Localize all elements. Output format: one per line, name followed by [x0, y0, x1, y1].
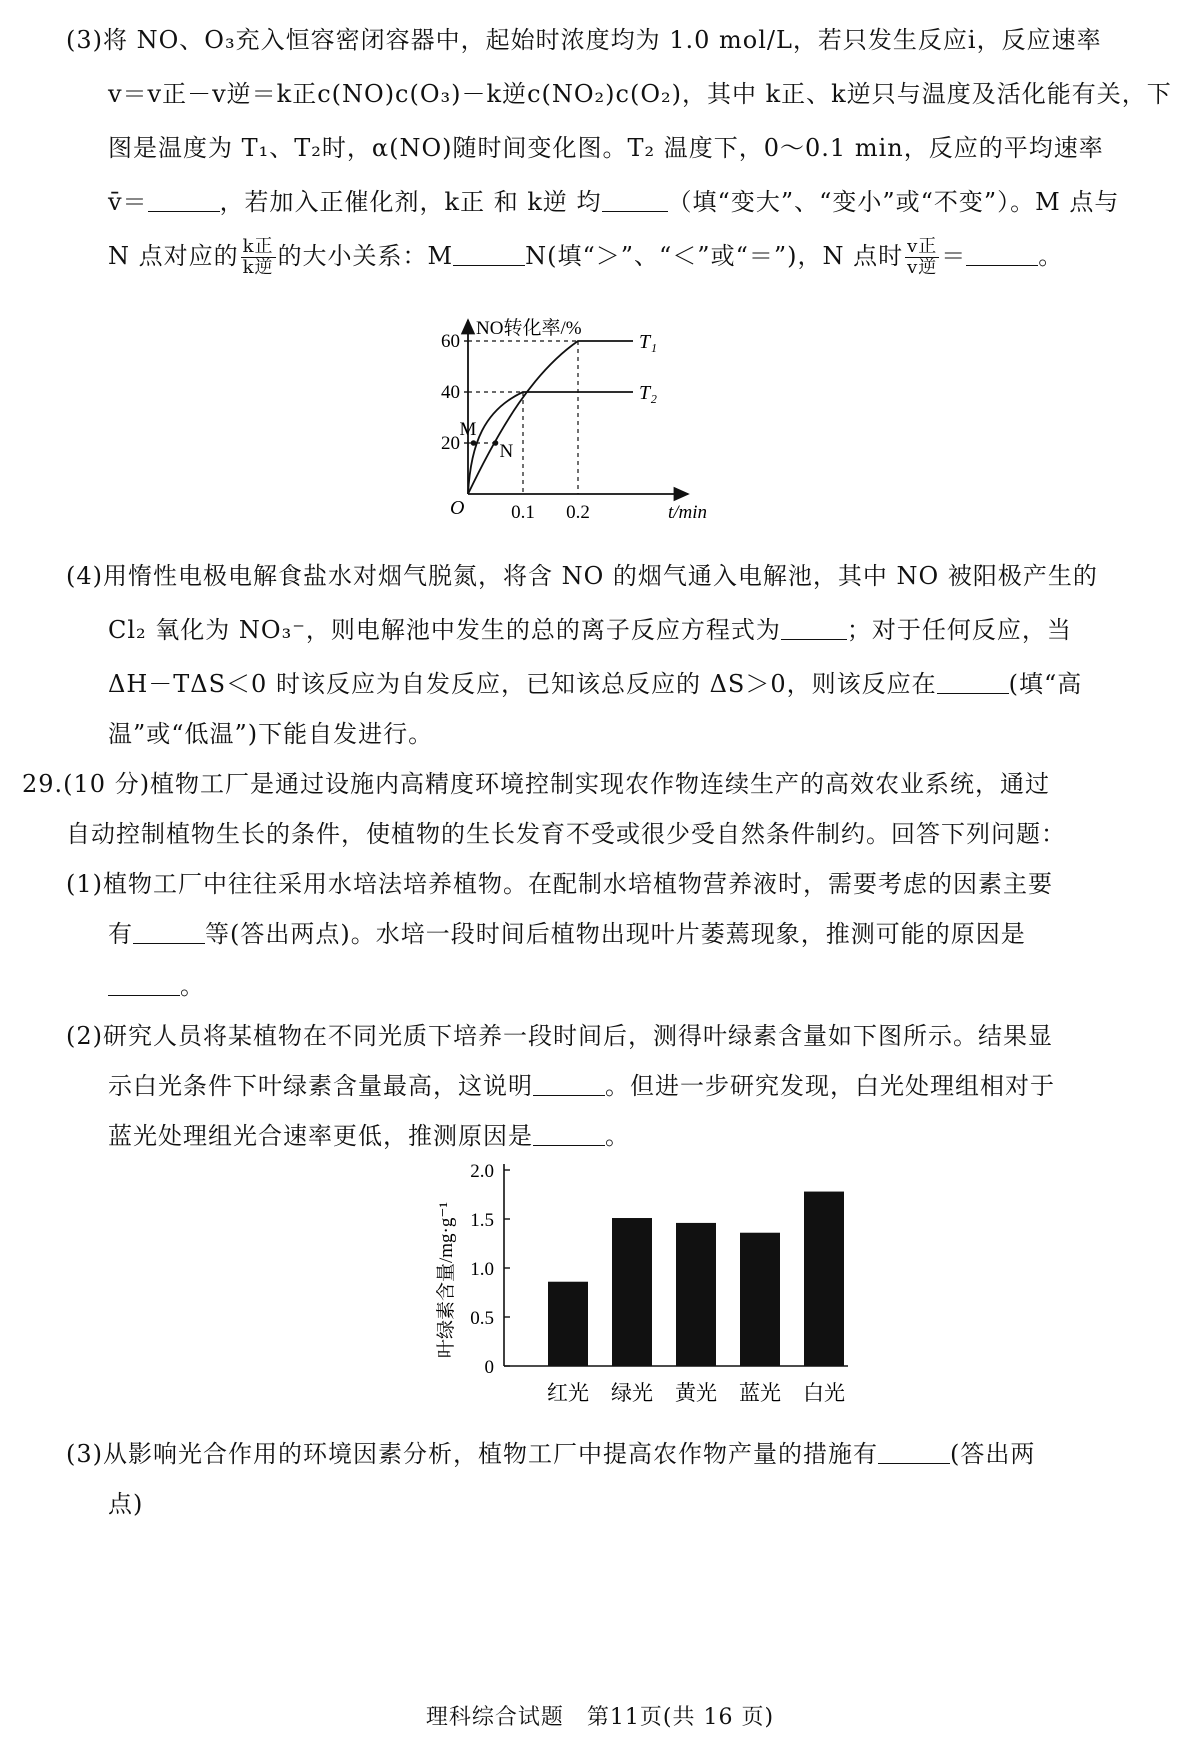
bar-1: [612, 1218, 652, 1366]
answer-blank-factors[interactable]: [133, 920, 205, 944]
answer-blank-compare[interactable]: [453, 242, 525, 266]
bar-3: [740, 1233, 780, 1366]
fraction-k-numerator: k正: [242, 236, 274, 257]
q3-line-5e: 。: [1038, 242, 1064, 270]
answer-blank-catalyst[interactable]: [602, 188, 668, 212]
q29-part1-line-2a: 有: [108, 920, 133, 948]
q29-part3-line-1b: (答出两: [950, 1440, 1036, 1468]
q3-line-4b: ，若加入正催化剂，k正 和 k逆 均: [219, 188, 602, 216]
q3-line-5d: ＝: [941, 242, 967, 270]
q29-part2-line-2a: 示白光条件下叶绿素含量最高，这说明: [108, 1072, 533, 1100]
answer-blank-measures[interactable]: [878, 1440, 950, 1464]
answer-blank-rate[interactable]: [148, 188, 220, 212]
fraction-k-denominator: k逆: [242, 257, 274, 278]
bar-category-4: 白光: [803, 1381, 845, 1405]
q4-line-3: [108, 664, 1082, 699]
q29-part2-line-1: (2)研究人员将某植物在不同光质下培养一段时间后，测得叶绿素含量如下图所示。结果显: [66, 1022, 1053, 1050]
q29-part2-line-2b: 。但进一步研究发现，白光处理组相对于: [605, 1072, 1055, 1100]
q4-line-1: (4)用惰性电极电解食盐水对烟气脱氮，将含 NO 的烟气通入电解池，其中 NO 被阳极产生的: [66, 562, 1098, 590]
q3-line-5: [108, 236, 1063, 278]
bar-y-axis-label: 叶绿素含量/mg·g⁻¹: [436, 1201, 457, 1359]
q29-part3-line-1a: (3)从影响光合作用的环境因素分析，植物工厂中提高农作物产量的措施有: [66, 1440, 878, 1468]
q3-line-4: [108, 182, 1119, 217]
q3-line-4c: （填“变大”、“变小”或“不变”）。M 点与: [667, 188, 1120, 216]
series-label-T2: T₂: [639, 382, 658, 404]
point-label-N: N: [499, 441, 514, 462]
chlorophyll-chart-svg: [420, 1152, 860, 1422]
bar-category-3: 蓝光: [739, 1381, 781, 1405]
bar-category-0: 红光: [547, 1381, 589, 1405]
q29-part1-line-2b: 等(答出两点)。水培一段时间后植物出现叶片萎蔫现象，推测可能的原因是: [205, 920, 1026, 948]
q29-part3-line-1: [66, 1434, 1035, 1469]
y-tick-40: 40: [441, 382, 460, 403]
q29-part1-line-1: (1)植物工厂中往往采用水培法培养植物。在配制水培植物营养液时，需要考虑的因素主要: [66, 870, 1053, 898]
q29-part1-line-3-end: 。: [180, 972, 205, 1000]
q3-line-1: (3)将 NO、O₃充入恒容密闭容器中，起始时浓度均为 1.0 mol/L，若只发生反应ⅰ，反应速率: [66, 26, 1102, 54]
answer-blank-temperature[interactable]: [937, 670, 1009, 694]
q4-line-2a: Cl₂ 氧化为 NO₃⁻，则电解池中发生的总的离子反应方程式为: [108, 616, 781, 644]
x-tick-0.2: 0.2: [566, 502, 590, 523]
q3-line-3: 图是温度为 T₁、T₂时，α(NO)随时间变化图。T₂ 温度下，0～0.1 min，反应的平均速率: [108, 134, 1104, 162]
bar-0: [548, 1282, 588, 1366]
q3-line-5b: 的大小关系：M: [277, 242, 454, 270]
bar-2: [676, 1223, 716, 1366]
q3-line-4a: v̄＝: [108, 188, 148, 216]
bar-y-tick-0: 2.0: [470, 1161, 494, 1182]
fraction-v-ratio: [905, 237, 939, 278]
x-tick-0.1: 0.1: [511, 502, 535, 523]
page-footer: 理科综合试题 第11页(共 16 页): [425, 1705, 775, 1730]
fraction-v-denominator: v逆: [907, 257, 938, 278]
x-axis-label: t/min: [668, 502, 708, 523]
q29-part3-line-2: 点): [108, 1490, 144, 1518]
fraction-k-ratio: [241, 237, 276, 278]
point-M: [471, 440, 477, 446]
q29-part1-line-3: [108, 966, 205, 1001]
y-tick-60: 60: [441, 331, 460, 352]
answer-blank-white-light[interactable]: [533, 1072, 605, 1096]
bar-category-2: 黄光: [675, 1381, 717, 1405]
conversion-chart-svg: [440, 312, 780, 582]
q29-part2-line-3b: 。: [605, 1122, 630, 1150]
q4-line-4: 温”或“低温”)下能自发进行。: [108, 720, 434, 748]
q4-line-2: [108, 610, 1072, 645]
point-N: [493, 440, 499, 446]
bar-y-tick-3: 0.5: [470, 1308, 494, 1329]
answer-blank-equation[interactable]: [781, 616, 847, 640]
bar-y-tick-4: 0: [484, 1357, 494, 1378]
q29-line-2: 自动控制植物生长的条件，使植物的生长发育不受或很少受自然条件制约。回答下列问题：: [66, 820, 1066, 848]
bar-y-tick-2: 1.0: [470, 1259, 494, 1280]
q29-line-1: 29.(10 分)植物工厂是通过设施内高精度环境控制实现农作物连续生产的高效农业系统，通过: [22, 770, 1051, 798]
q29-part2-line-2: [108, 1066, 1055, 1101]
series-label-T1: T₁: [639, 331, 658, 353]
q3-line-5a: N 点对应的: [108, 242, 239, 270]
q29-part1-line-2: [108, 914, 1026, 949]
answer-blank-wilting[interactable]: [108, 972, 180, 996]
q4-line-3b: (填“高: [1008, 670, 1083, 698]
origin-label: O: [450, 497, 465, 519]
bar-category-1: 绿光: [611, 1381, 653, 1405]
answer-blank-reason[interactable]: [533, 1122, 605, 1146]
y-axis-label: NO转化率/%: [476, 318, 582, 339]
series-T1-line: [468, 341, 633, 494]
q29-part2-line-3a: 蓝光处理组光合速率更低，推测原因是: [108, 1122, 533, 1150]
q4-line-2b: ；对于任何反应，当: [846, 616, 1072, 644]
q3-line-2: v＝v正－v逆＝k正c(NO)c(O₃)－k逆c(NO₂)c(O₂)，其中 k正、k逆只与温度及活化能有关，下: [108, 80, 1172, 108]
q3-line-5c: N(填“＞”、“＜”或“＝”)，N 点时: [525, 242, 904, 270]
q29-part2-line-3: [108, 1116, 630, 1151]
bar-y-tick-1: 1.5: [470, 1210, 494, 1231]
answer-blank-ratio[interactable]: [966, 242, 1038, 266]
q4-line-3a: ΔH－TΔS＜0 时该反应为自发反应，已知该总反应的 ΔS＞0，则该反应在: [108, 670, 937, 698]
conversion-chart: [440, 312, 780, 582]
bar-4: [804, 1192, 844, 1366]
fraction-v-numerator: v正: [907, 236, 938, 257]
point-label-M: M: [459, 419, 477, 440]
chlorophyll-chart: [420, 1152, 860, 1422]
y-tick-20: 20: [441, 433, 460, 454]
